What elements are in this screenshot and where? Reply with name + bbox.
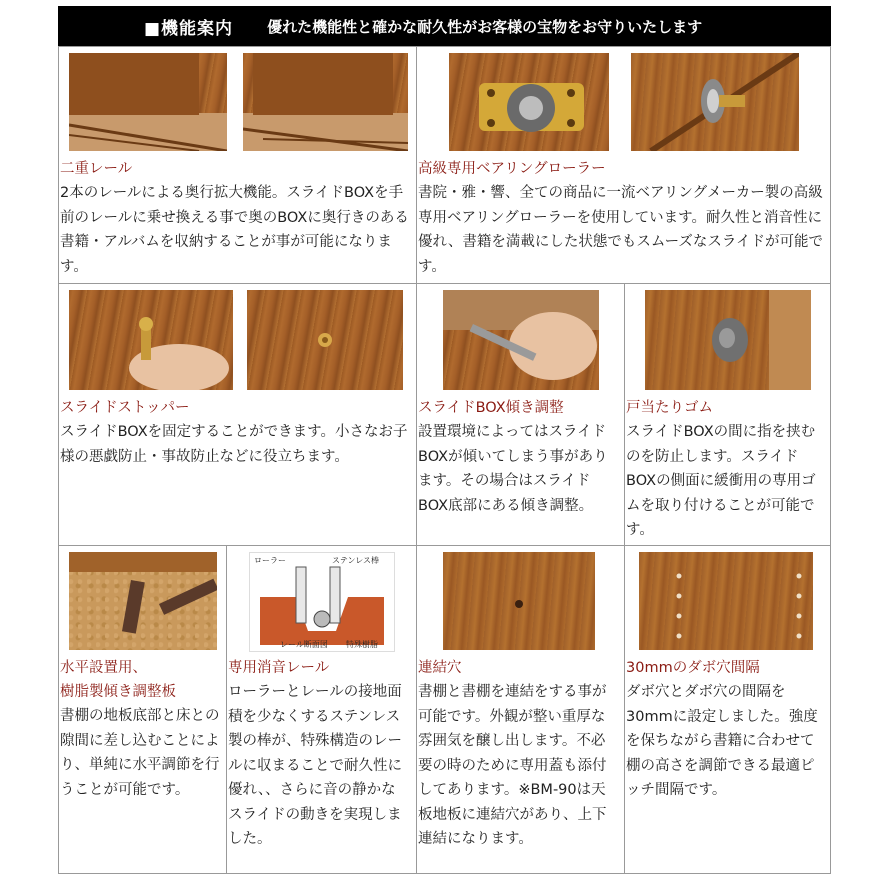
double-rail-body: 2本のレールによる奥行拡大機能。スライドBOXを手前のレールに乗せ換える事で奥のBOXに奥行きのある書籍・アルバムを収納することが事が可能になります。 [60,185,409,275]
slide-stopper-title: スライドストッパー [60,400,190,416]
feature-cell-leveler [58,545,227,874]
dowel-pitch-body: ダボ穴とダボ穴の間隔を30mmに設定しました。強度を保ちながら書籍に合わせて棚の高さを調節できる最適ピッチ間隔です。 [626,684,818,798]
feature-guide [58,6,831,874]
door-rubber-body: スライドBOXの間に指を挟むのを防止します。スライドBOXの側面に緩衝用の専用ゴムを取り付けることが可能です。 [626,424,816,538]
leveler-title-2: 樹脂製傾き調整板 [60,684,176,700]
dowel-pitch-photo [639,552,813,650]
header-bar [58,6,831,46]
leveler-title-1: 水平設置用、 [60,660,147,676]
dowel-pitch-title: 30mmのダボ穴間隔 [626,660,760,676]
section-title: ■機能案内 [144,18,234,39]
feature-cell-bearing-roller [416,46,831,284]
section-subtitle: 優れた機能性と確かな耐久性がお客様の宝物をお守りいたします [267,17,703,36]
bearing-roller-body: 書院・雅・響、全ての商品に一流ベアリングメーカー製の高級専用ベアリングローラーを使用しています。耐久性と消音性に優れ、書籍を満載にした状態でもスムーズなスライドが可能です。 [418,185,823,275]
diagram-label-section: レール断面図 [280,640,328,649]
tilt-adjust-body: 設置環境によってはスライドBOXが傾いてしまう事があります。その場合はスライドBOX底部にある傾き調整。 [418,424,608,514]
bearing-roller-photo-1 [449,53,609,151]
door-rubber-title: 戸当たりゴム [626,400,713,416]
connect-hole-body: 書棚と書棚を連結をする事が可能です。外観が整い重厚な雰囲気を醸し出します。不必要の時のために専用蓋も添付してあります。※BM-90は天板地板に連結穴があり、上下連結になります。 [418,684,607,847]
silent-rail-title: 専用消音レール [228,660,330,676]
slide-stopper-photo-1 [69,290,233,390]
silent-rail-diagram [249,552,395,652]
slide-stopper-body: スライドBOXを固定することができます。小さなお子様の悪戯防止・事故防止などに役立ちます。 [60,424,408,465]
feature-cell-silent-rail [226,545,417,874]
leveler-body: 書棚の地板底部と床との隙間に差し込むことにより、単純に水平調節を行うことが可能です。 [60,708,220,798]
connect-hole-photo [443,552,595,650]
feature-cell-double-rail [58,46,417,284]
bearing-roller-title: 高級専用ベアリングローラー [418,161,606,177]
diagram-label-resin: 特殊樹脂 [346,640,378,649]
feature-cell-tilt-adjust [416,283,625,546]
feature-grid [58,46,831,874]
diagram-label-steel: ステンレス棒 [332,556,379,565]
diagram-label-roller: ローラー [254,556,286,565]
tilt-adjust-photo [443,290,599,390]
slide-stopper-photo-2 [247,290,403,390]
double-rail-title: 二重レール [60,161,133,177]
connect-hole-title: 連結穴 [418,660,462,676]
tilt-adjust-title: スライドBOX傾き調整 [418,400,564,416]
feature-cell-door-rubber [624,283,831,546]
door-rubber-photo [645,290,811,390]
bearing-roller-photo-2 [631,53,799,151]
feature-cell-dowel-pitch [624,545,831,874]
double-rail-photo-2 [243,53,408,151]
double-rail-photo-1 [69,53,227,151]
feature-cell-slide-stopper [58,283,417,546]
feature-cell-connect-hole [416,545,625,874]
leveler-photo [69,552,217,650]
silent-rail-body: ローラーとレールの接地面積を少なくするステンレス製の棒が、特殊構造のレールに収まることで耐久性に優れ、、さらに音の静かなスライドの動きを実現しました。 [228,684,402,847]
